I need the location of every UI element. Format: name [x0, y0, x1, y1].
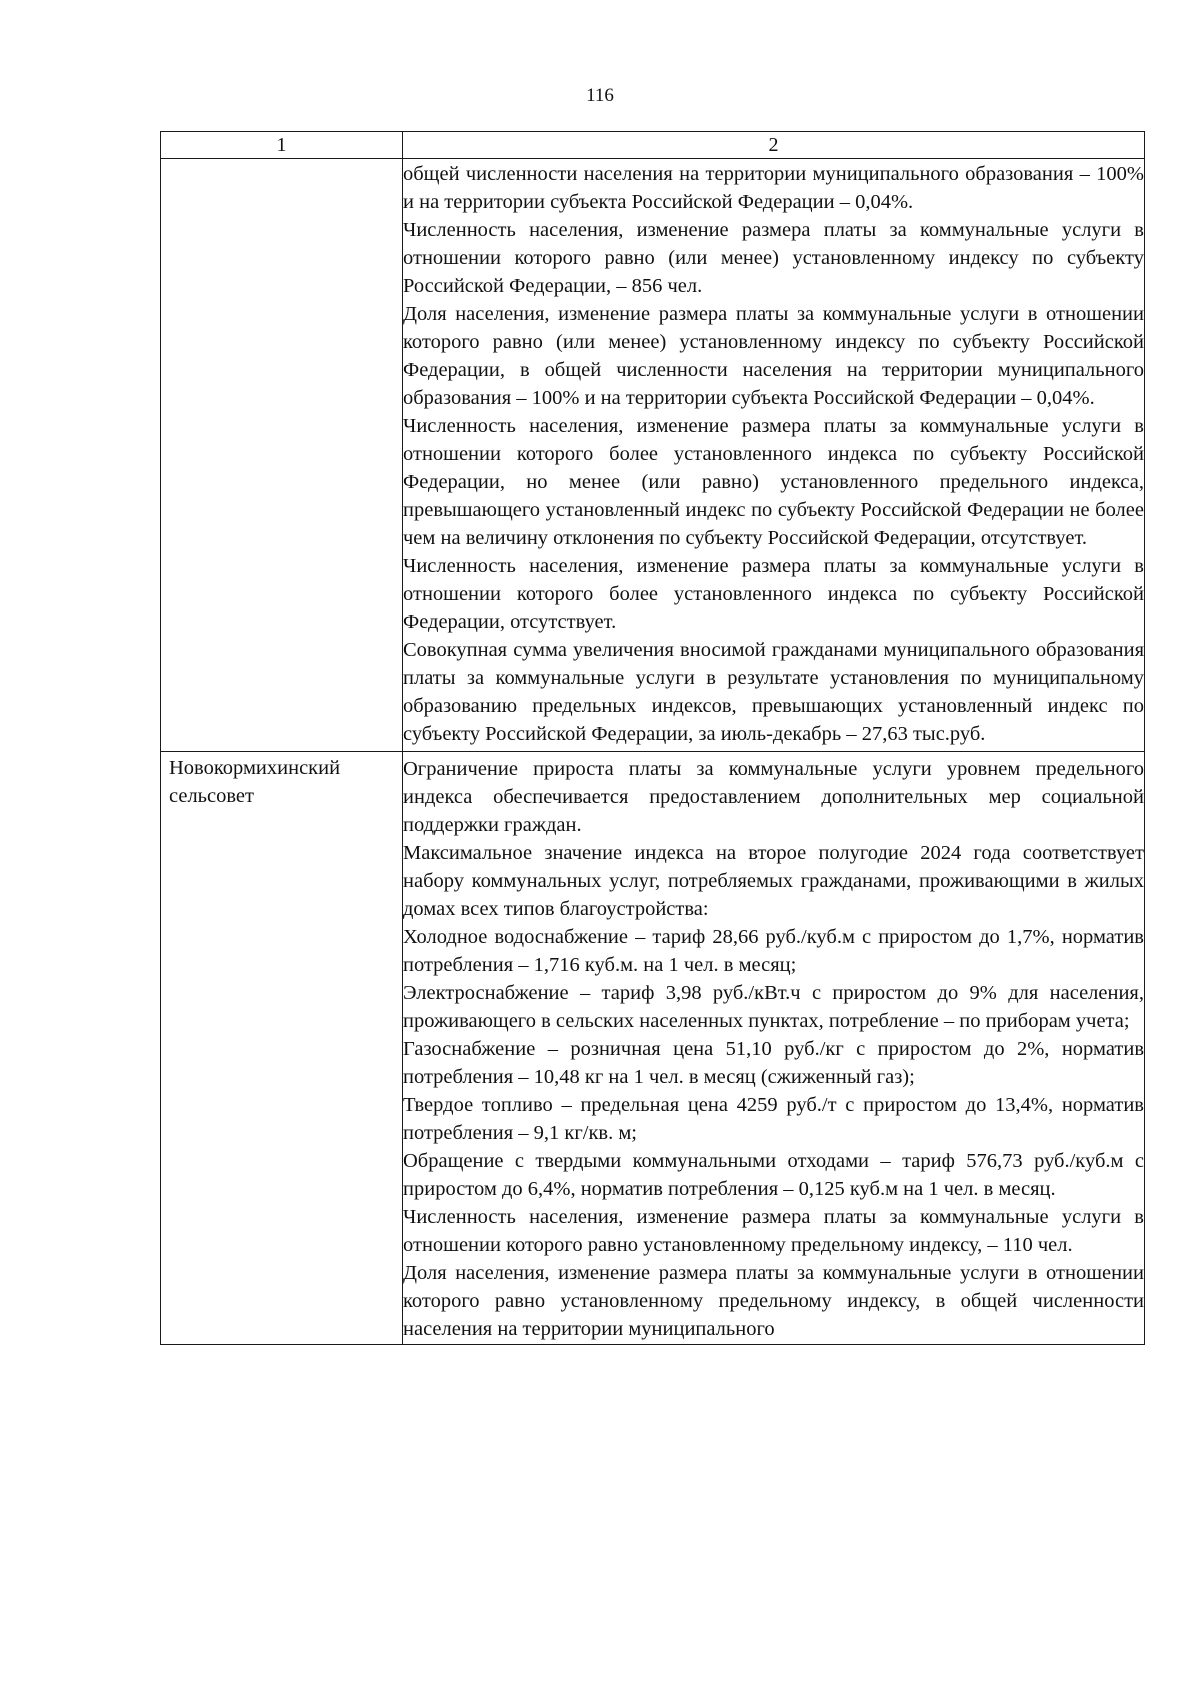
municipality-name: [161, 159, 402, 161]
description-paragraph: Численность населения, изменение размера платы за коммунальные услуги в отношении которого равно (или менее) установленному индексу по субъекту Российской Федерации, – 856 чел.: [403, 219, 1144, 297]
description-paragraph: Электроснабжение – тариф 3,98 руб./кВт.ч с приростом до 9% для населения, проживающего в сельских населенных пунктах, потребление – по приборам учета;: [403, 982, 1144, 1032]
description-paragraph: Численность населения, изменение размера платы за коммунальные услуги в отношении которого более установленного индекса по субъекту Российской Федерации, отсутствует.: [403, 555, 1144, 633]
description-paragraph: Газоснабжение – розничная цена 51,10 руб./кг с приростом до 2%, норматив потребления – 10,48 кг на 1 чел. в месяц (сжиженный газ);: [403, 1038, 1144, 1088]
description-paragraph: Холодное водоснабжение – тариф 28,66 руб./куб.м с приростом до 1,7%, норматив потребления – 1,716 куб.м. на 1 чел. в месяц;: [403, 926, 1144, 976]
column-header-1: 1: [161, 132, 403, 159]
description-paragraph: Численность населения, изменение размера платы за коммунальные услуги в отношении которого равно установленному предельному индексу, – 110 чел.: [403, 1206, 1144, 1256]
description-paragraph: Численность населения, изменение размера платы за коммунальные услуги в отношении которого более установленного индекса по субъекту Российской Федерации, но менее (или равно) установленного предельного индекса, превышающего установленный индекс по субъекту Российской Федерации не более чем на величину отклонения по субъекту Российской Федерации, отсутствует.: [403, 415, 1144, 549]
municipality-cell: [161, 159, 403, 752]
column-header-2: 2: [403, 132, 1145, 159]
description-paragraph: Твердое топливо – предельная цена 4259 руб./т с приростом до 13,4%, норматив потребления – 9,1 кг/кв. м;: [403, 1094, 1144, 1144]
description-paragraph: Ограничение прироста платы за коммунальные услуги уровнем предельного индекса обеспечивается предоставлением дополнительных мер социальной поддержки граждан.: [403, 758, 1144, 836]
document-table: [160, 131, 1145, 1345]
description-paragraph: Доля населения, изменение размера платы за коммунальные услуги в отношении которого равно установленному предельному индексу, в общей численности населения на территории муниципального: [403, 1262, 1144, 1340]
table-row: [161, 159, 1145, 752]
description-paragraph: Доля населения, изменение размера платы за коммунальные услуги в отношении которого равно (или менее) установленному индексу по субъекту Российской Федерации, в общей численности населения на территории муниципального образования – 100% и на территории субъекта Российской Федерации – 0,04%.: [403, 303, 1144, 409]
table-header-row: [161, 132, 1145, 159]
description-paragraph: Максимальное значение индекса на второе полугодие 2024 года соответствует набору коммунальных услуг, потребляемых гражданами, проживающими в жилых домах всех типов благоустройства:: [403, 842, 1144, 920]
description-paragraph: общей численности населения на территории муниципального образования – 100% и на территории субъекта Российской Федерации – 0,04%.: [403, 163, 1144, 213]
table-row: [161, 752, 1145, 1345]
description-cell: [403, 159, 1145, 752]
municipality-cell: [161, 752, 403, 1345]
description-paragraph: Обращение с твердыми коммунальными отходами – тариф 576,73 руб./куб.м с приростом до 6,4%, норматив потребления – 0,125 куб.м на 1 чел. в месяц.: [403, 1150, 1144, 1200]
description-paragraph: Совокупная сумма увеличения вносимой гражданами муниципального образования платы за коммунальные услуги в результате установления по муниципальному образованию предельных индексов, превышающих установленный индекс по субъекту Российской Федерации, за июль-декабрь – 27,63 тыс.руб.: [403, 639, 1144, 745]
municipality-name: Новокормихинский сельсовет: [169, 757, 341, 807]
page-number: 116: [586, 85, 614, 106]
description-cell: [403, 752, 1145, 1345]
